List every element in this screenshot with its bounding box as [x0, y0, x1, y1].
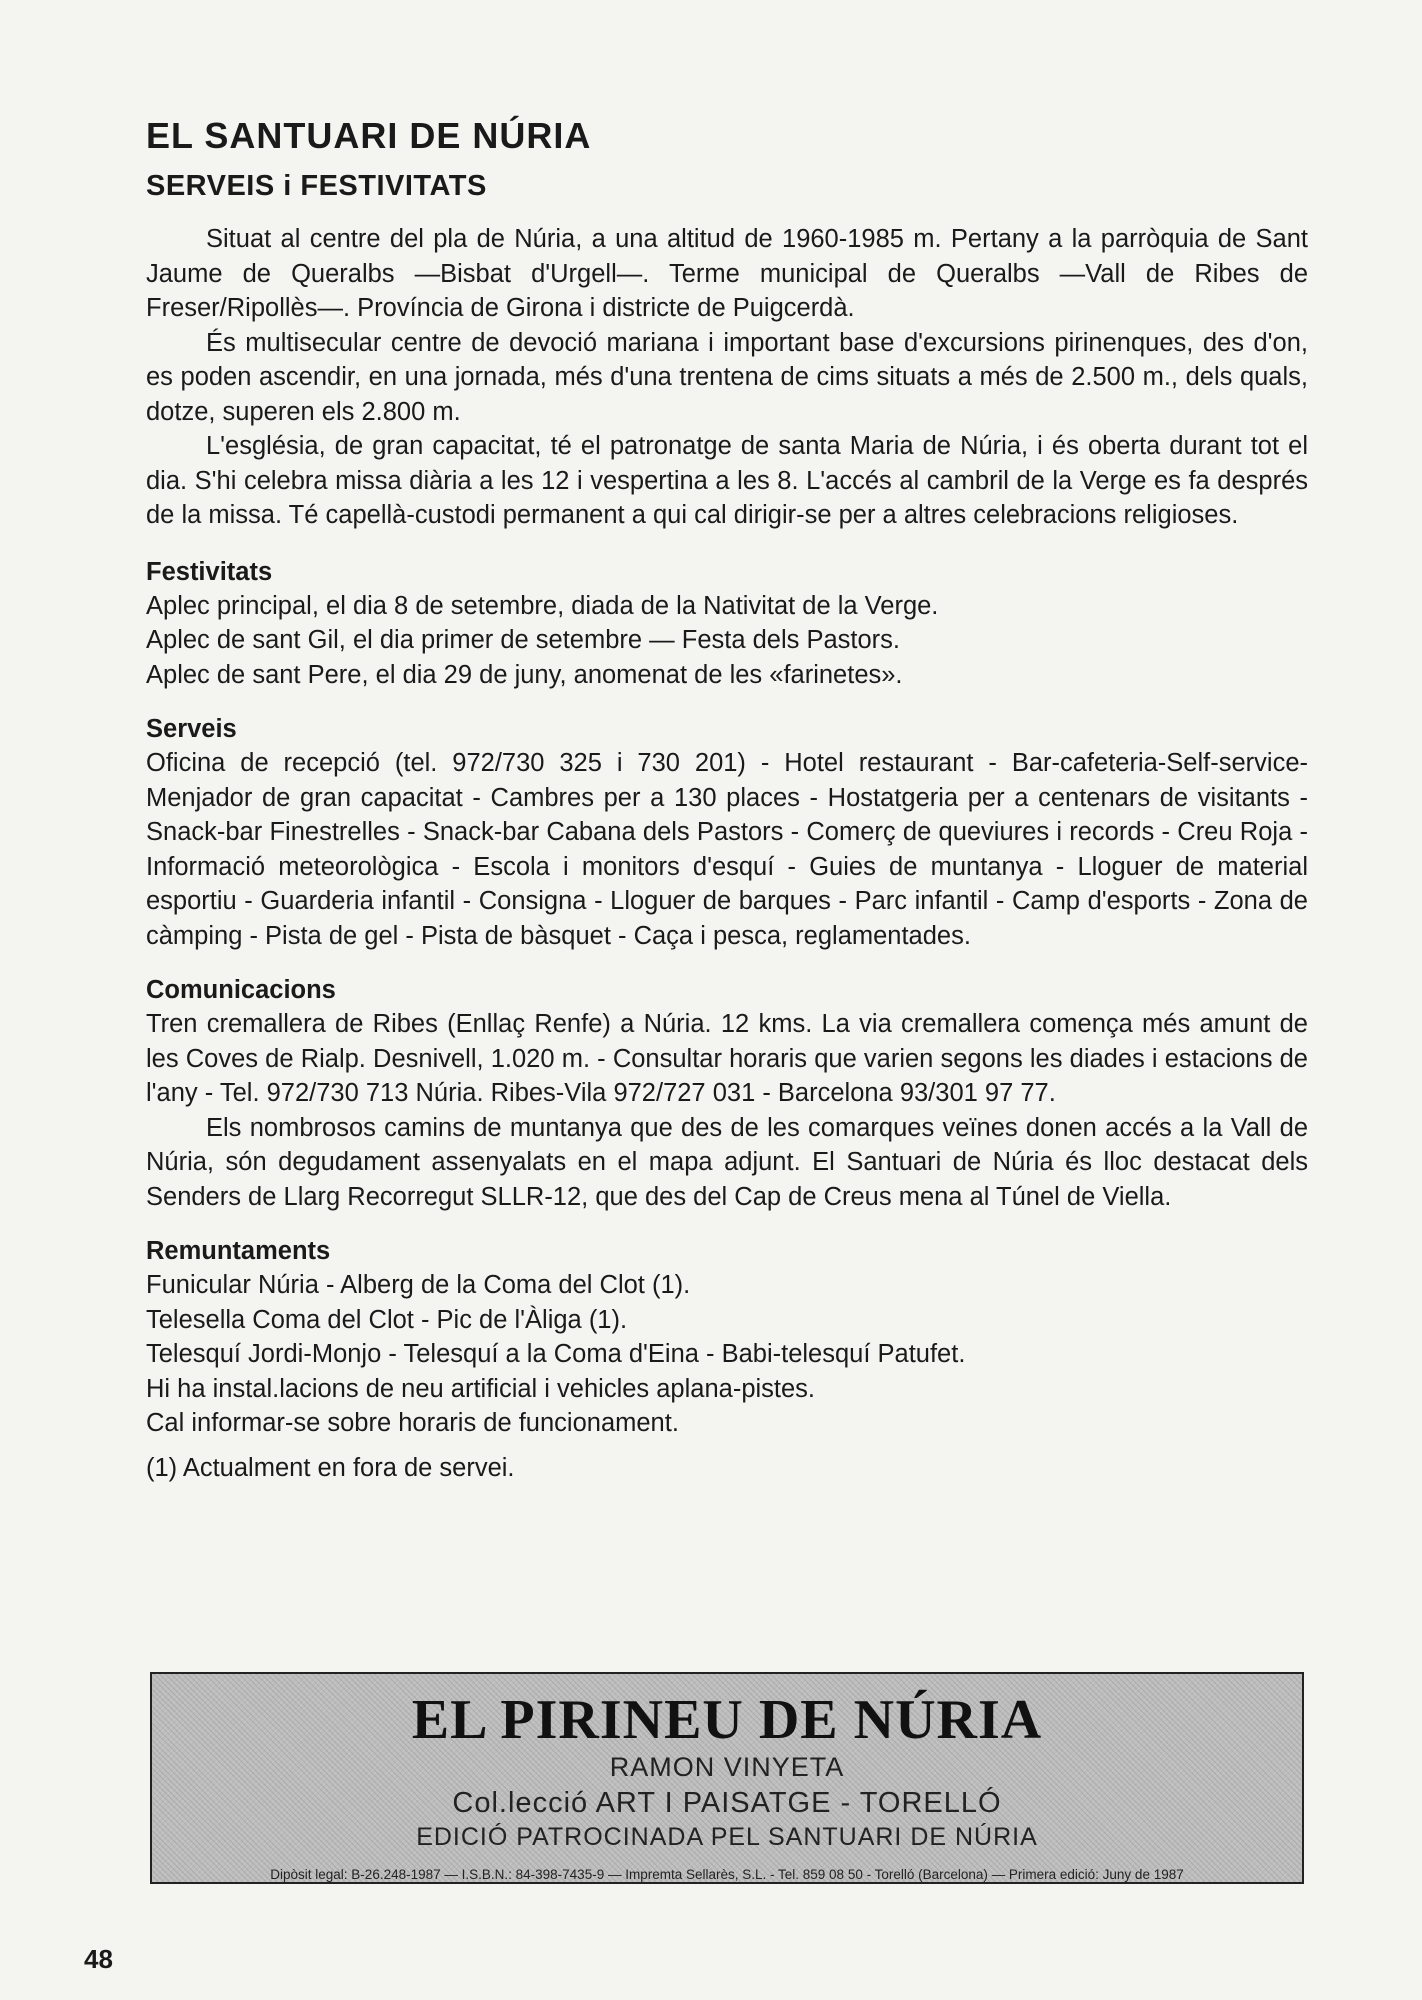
list-item: Funicular Núria - Alberg de la Coma del Clot (1). — [146, 1271, 691, 1299]
list-item: Telesquí Jordi-Monjo - Telesquí a la Coma d'Eina - Babi-telesquí Patufet. — [146, 1340, 966, 1368]
comunicacions-text: Tren cremallera de Ribes (Enllaç Renfe) a Núria. 12 kms. La via cremallera comença més amunt de les Coves de Rialp. Desnivell, 1.020 m. - Consultar horaris que varien segons les diades i estacions de l'any - Tel. 972/730 713 Núria. Ribes-Vila 972/727 031 - Barcelona 93/301 97 77. — [146, 1010, 1308, 1107]
serveis-text: Oficina de recepció (tel. 972/730 325 i 730 201) - Hotel restaurant - Bar-cafeteria-Self-service-Menjador de gran capacitat - Cambres per a 130 places - Hostatgeria per a centenars de visitants - Snack-bar Finestrelles - Snack-bar Cabana dels Pastors - Comerç de queviures i records - Creu Roja - Informació meteorològica - Escola i monitors d'esquí - Guies de muntanya - Lloguer de material esportiu - Guarderia infantil - Consigna - Lloguer de barques - Parc infantil - Camp d'esports - Zona de càmping - Pista de gel - Pista de bàsquet - Caça i pesca, reglamentades. — [146, 749, 1308, 950]
serveis-section — [146, 712, 1308, 953]
section-heading: Comunicacions — [146, 976, 336, 1004]
intro-paragraph-3: L'església, de gran capacitat, té el patronatge de santa Maria de Núria, i és oberta durant tot el dia. S'hi celebra missa diària a les 12 i vespertina a les 8. L'accés al cambril de la Verge es fa després de la missa. Té capellà-custodi permanent a qui cal dirigir-se per a altres celebracions religioses. — [146, 432, 1308, 529]
page-subtitle: SERVEIS i FESTIVITATS — [146, 170, 487, 202]
list-item: Cal informar-se sobre horaris de funcionament. — [146, 1409, 679, 1437]
remuntaments-section — [146, 1234, 1308, 1485]
publication-banner — [150, 1672, 1304, 1884]
footnote: (1) Actualment en fora de servei. — [146, 1453, 515, 1482]
intro-paragraph-2: És multisecular centre de devoció mariana i important base d'excursions pirinenques, des d'on, es poden ascendir, en una jornada, més d'una trentena de cims situats a més de 2.500 m., dels quals, dotze, superen els 2.800 m. — [146, 328, 1308, 426]
intro-paragraph-1: Situat al centre del pla de Núria, a una altitud de 1960-1985 m. Pertany a la parròquia de Sant Jaume de Queralbs —Bisbat d'Urgell—. Terme municipal de Queralbs —Vall de Ribes de Freser/Ripollès—. Província de Girona i districte de Puigcerdà. — [146, 225, 1308, 322]
page-content — [146, 108, 1308, 1485]
festivitats-section — [146, 555, 1308, 693]
page-title: EL SANTUARI DE NÚRIA — [146, 115, 592, 156]
banner-legal-line: Dipòsit legal: B-26.248-1987 — I.S.B.N.: 84-398-7435-9 — Impremta Sellarès, S.L. - Tel. 859 08 50 - Torelló (Barcelona) — Primera edició: Juny de 1987 — [270, 1867, 1184, 1882]
section-heading: Serveis — [146, 715, 237, 743]
banner-author: RAMON VINYETA — [609, 1752, 845, 1782]
list-item: Aplec principal, el dia 8 de setembre, diada de la Nativitat de la Verge. — [146, 591, 939, 620]
section-heading: Remuntaments — [146, 1237, 331, 1265]
comunicacions-section — [146, 973, 1308, 1214]
list-item: Hi ha instal.lacions de neu artificial i vehicles aplana-pistes. — [146, 1374, 816, 1403]
banner-collection: Col.lecció ART I PAISATGE - TORELLÓ — [452, 1787, 1002, 1819]
banner-edition: EDICIÓ PATROCINADA PEL SANTUARI DE NÚRIA — [416, 1823, 1038, 1851]
list-item: Aplec de sant Pere, el dia 29 de juny, anomenat de les «farinetes». — [146, 660, 903, 689]
banner-title: EL PIRINEU DE NÚRIA — [411, 1689, 1043, 1751]
list-item: Telesella Coma del Clot - Pic de l'Àliga (1). — [146, 1305, 628, 1334]
page-number: 48 — [84, 1944, 113, 1974]
list-item: Aplec de sant Gil, el dia primer de setembre — Festa dels Pastors. — [146, 626, 900, 654]
comunicacions-paragraph: Els nombrosos camins de muntanya que des de les comarques veïnes donen accés a la Vall de Núria, són degudament assenyalats en el mapa adjunt. El Santuari de Núria és lloc destacat dels Senders de Llarg Recorregut SLLR-12, que des del Cap de Creus mena al Túnel de Viella. — [146, 1113, 1308, 1211]
section-heading: Festivitats — [146, 557, 273, 586]
